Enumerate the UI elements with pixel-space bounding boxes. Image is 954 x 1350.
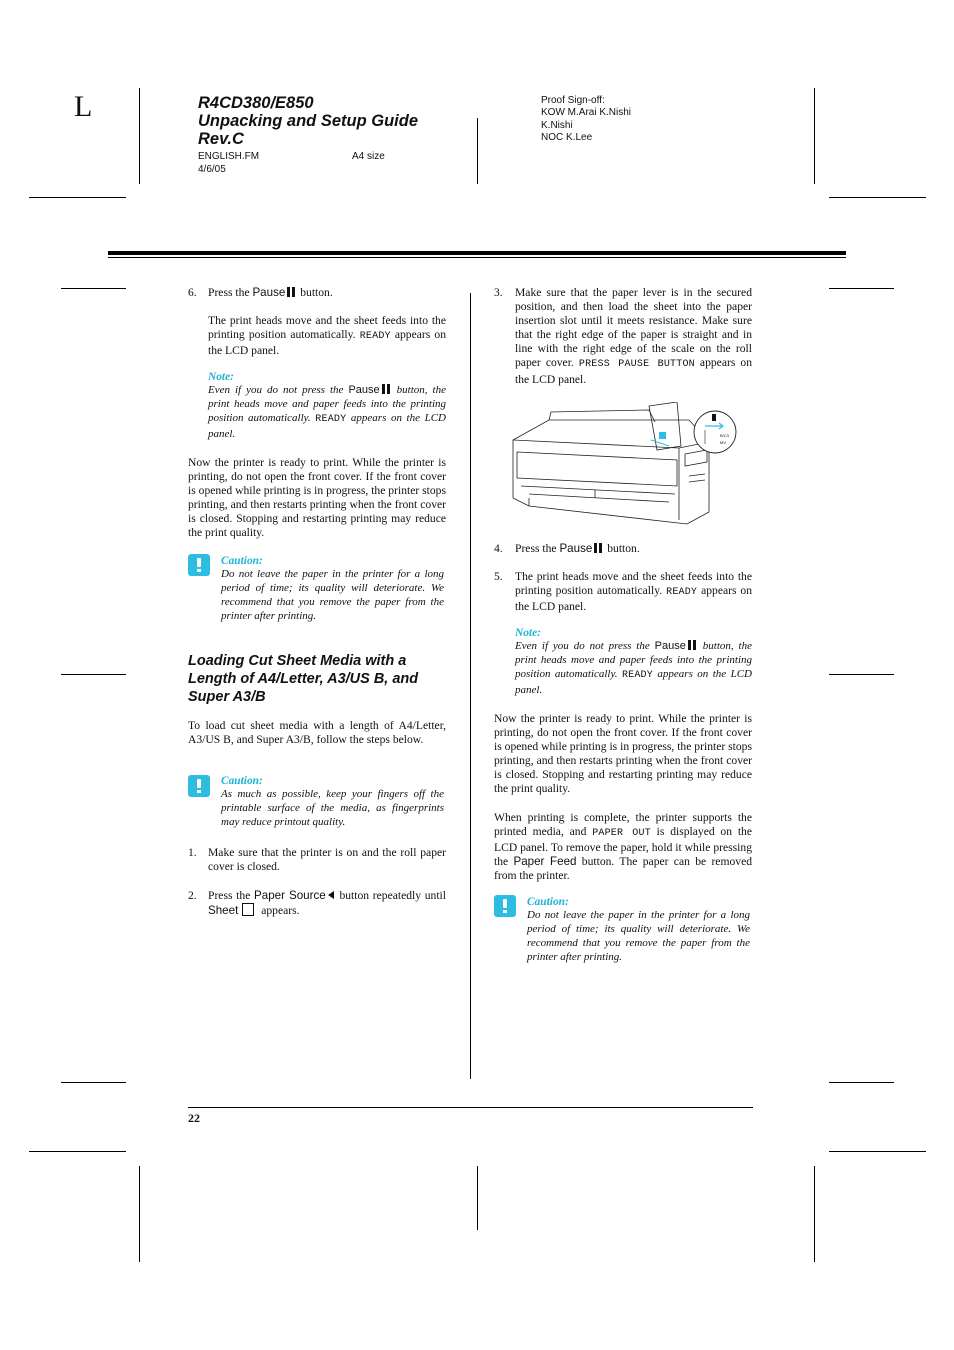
caution-text: As much as possible, keep your fingers off the printable surface of the media, as fingerprints may reduce printout quality. xyxy=(221,788,444,829)
illus-label-2: MV xyxy=(720,440,726,445)
pause-icon xyxy=(688,640,696,650)
caution-text: Do not leave the paper in the printer for a long period of time; its quality will deteriorate. We recommend that you remove the paper from the printer after printing. xyxy=(221,568,444,623)
text: Press the xyxy=(208,889,255,902)
text: appears on the LCD panel. xyxy=(515,356,752,386)
step-number: 6. xyxy=(188,286,197,299)
text: is displayed on the LCD panel. To remove the paper, hold it while pressing the xyxy=(494,825,752,869)
footer-rule xyxy=(188,1107,753,1108)
caution-text: Do not leave the paper in the printer for a long period of time; its quality will deteriorate. We recommend that you remove the paper from the printer after printing. xyxy=(527,909,750,964)
proof-line1: Proof Sign-off: xyxy=(541,95,605,106)
text: appears on the LCD panel. xyxy=(208,412,446,441)
header-file: ENGLISH.FM xyxy=(198,151,260,162)
top-rule xyxy=(108,251,846,255)
pause-button-label: Pause xyxy=(559,542,593,555)
step-number: 3. xyxy=(494,286,503,299)
header-title-line1: R4CD380/E850 xyxy=(198,94,314,112)
header-title xyxy=(198,94,418,148)
top-rule-thin xyxy=(108,257,846,258)
pause-icon xyxy=(287,287,295,297)
right-note xyxy=(515,627,752,697)
left-para2: Now the printer is ready to print. While the printer is printing, do not open the front cover. If the front cover is opened while printing is in progress, the printer stops printing, and then restarts printing when the front cover is closed. Stopping and restarting printing may reduce the print quality. xyxy=(188,456,446,540)
page-number: 22 xyxy=(188,1111,200,1125)
lcd-text: READY xyxy=(621,670,653,682)
right-step3 xyxy=(494,286,752,387)
text: The print heads move and the sheet feeds into the printing position automatically. xyxy=(515,570,752,598)
caution-icon xyxy=(494,895,516,917)
text: Even if you do not press the xyxy=(208,384,349,396)
pause-icon xyxy=(382,384,390,394)
crop-letter: L xyxy=(74,90,93,123)
text: appears on the LCD panel. xyxy=(208,328,446,358)
right-step5 xyxy=(494,570,752,614)
text: When printing is complete, the printer supports the printed media, and xyxy=(494,811,752,839)
note-text xyxy=(208,383,446,441)
proof-line4: NOC K.Lee xyxy=(541,131,593,143)
step-number: 2. xyxy=(188,889,197,902)
left-step2 xyxy=(188,889,446,918)
text: The print heads move and the sheet feeds into the printing position automatically. xyxy=(208,314,446,342)
left-para3: To load cut sheet media with a length of A4/Letter, A3/US B, and Super A3/B, follow the steps below. xyxy=(188,719,446,747)
note-text xyxy=(515,639,752,697)
pause-icon xyxy=(594,543,602,553)
text: Press the xyxy=(208,286,253,299)
text: button, the print heads move and paper feeds into the printing position automatically. xyxy=(208,384,446,425)
sheet-label: Sheet xyxy=(208,904,239,918)
text: button. xyxy=(297,286,333,299)
pause-button-label: Pause xyxy=(252,286,286,299)
header-title-line2: Unpacking and Setup Guide xyxy=(198,112,419,130)
proof-signoff xyxy=(541,95,631,144)
left-note xyxy=(208,371,446,441)
right-para1: Now the printer is ready to print. While the printer is printing, do not open the front cover. If the front cover is opened while printing is in progress, the printer stops printing, and then restarts printing when the front cover is closed. Stopping and restarting printing may reduce the print quality. xyxy=(494,712,752,796)
text: appears on the LCD panel. xyxy=(515,668,752,697)
caution-label: Caution: xyxy=(221,555,263,567)
lcd-text: PAPER OUT xyxy=(592,828,651,840)
right-para2 xyxy=(494,811,752,883)
pause-button-label: Pause xyxy=(348,384,380,396)
step-number: 5. xyxy=(494,570,503,583)
left-arrow-icon xyxy=(328,891,334,899)
text: button repeatedly until xyxy=(335,889,446,902)
step-text: Make sure that the printer is on and the roll paper cover is closed. xyxy=(208,846,446,874)
step-number: 4. xyxy=(494,542,503,555)
paper-feed-button-label: Paper Feed xyxy=(513,855,577,869)
text: appears on the LCD panel. xyxy=(515,584,753,614)
lcd-text: READY xyxy=(666,587,698,599)
text: Even if you do not press the xyxy=(515,640,655,652)
right-caution xyxy=(527,896,750,964)
step-number: 1. xyxy=(188,846,197,859)
header-size: A4 size xyxy=(352,151,385,162)
lcd-text: READY xyxy=(359,331,391,343)
pause-button-label: Pause xyxy=(654,640,686,652)
illus-label-1: B/C3 xyxy=(720,433,729,438)
printer-illustration xyxy=(509,402,741,526)
left-step1 xyxy=(188,846,446,874)
caution-label: Caution: xyxy=(221,775,263,787)
caution-icon xyxy=(188,554,210,576)
left-para1 xyxy=(208,314,446,358)
proof-line3: K.Nishi xyxy=(541,119,573,131)
left-step6 xyxy=(188,286,446,300)
paper-source-button-label: Paper Source xyxy=(254,889,326,902)
right-step4 xyxy=(494,542,752,556)
text: appears. xyxy=(258,904,300,918)
note-label: Note: xyxy=(208,371,234,383)
header-date: 4/6/05 xyxy=(198,164,226,175)
header-title-line3: Rev.C xyxy=(198,130,244,148)
proof-line2: KOW M.Arai K.Nishi xyxy=(541,107,632,119)
sheet-icon xyxy=(242,903,254,916)
caution-label: Caution: xyxy=(527,896,569,908)
section-heading: Loading Cut Sheet Media with a Length of A4/Letter, A3/US B, and Super A3/B xyxy=(188,653,419,705)
lcd-text: PRESS PAUSE BUTTON xyxy=(578,359,695,371)
text: Make sure that the paper lever is in the secured position, and then load the sheet into the paper insertion slot until it meets resistance. Make sure that the right edge of the paper is straight and in line with the right edge of the scale on the roll paper cover. xyxy=(515,286,752,370)
text: button, the print heads move and paper feeds into the printing position automatically. xyxy=(515,640,752,681)
caution-icon xyxy=(188,775,210,797)
left-caution1 xyxy=(221,555,444,623)
text: button. The paper can be removed from the printer. xyxy=(494,855,753,883)
text: button. xyxy=(604,542,640,555)
left-caution2 xyxy=(221,775,444,829)
lcd-text: READY xyxy=(315,414,347,426)
column-divider xyxy=(470,293,471,1079)
note-label: Note: xyxy=(515,627,541,639)
text: Press the xyxy=(515,542,560,555)
